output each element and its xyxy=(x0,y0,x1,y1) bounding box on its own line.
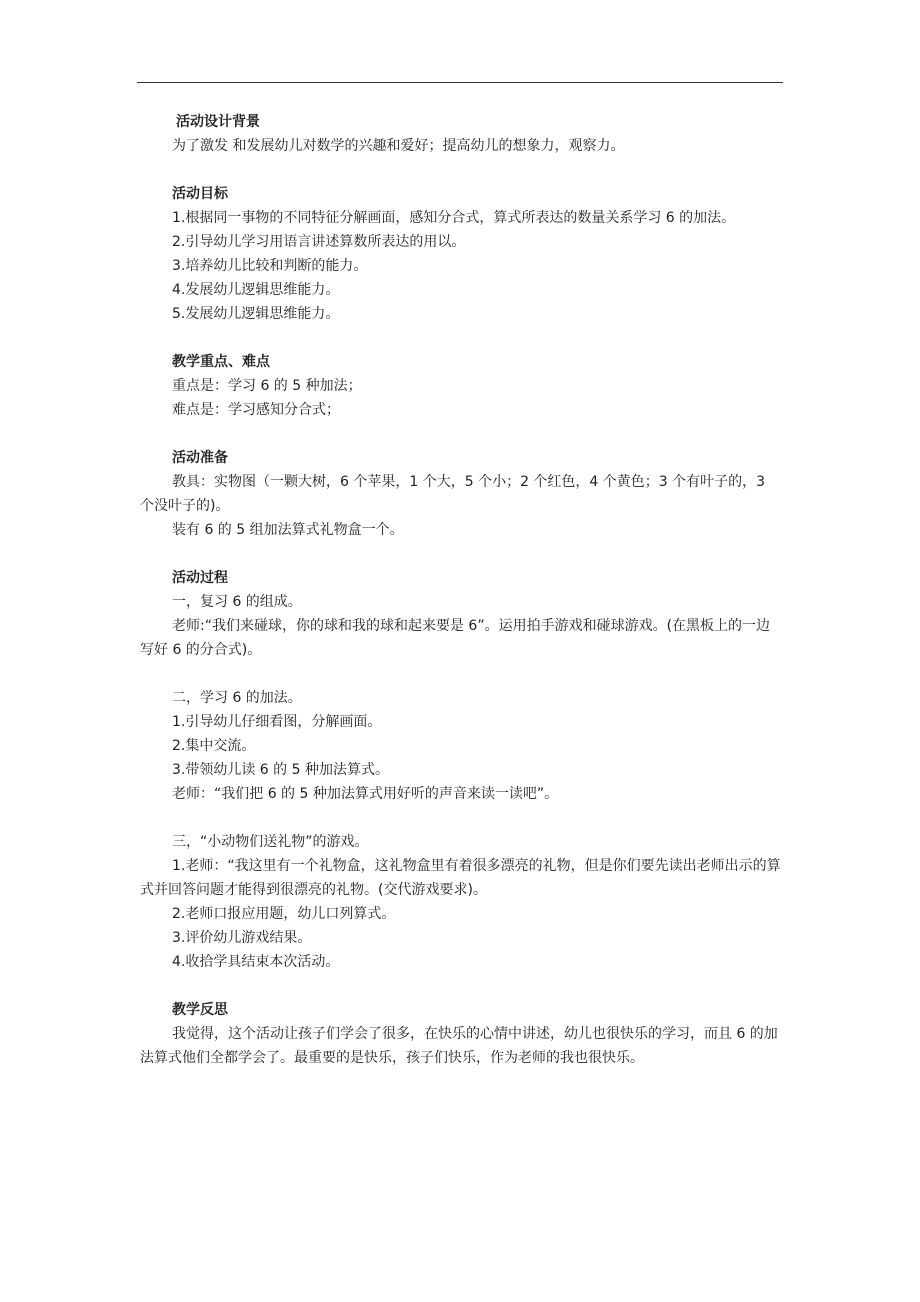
process-item: 4.收拾学具结束本次活动。 xyxy=(172,954,340,970)
section-preparation xyxy=(140,446,783,542)
process-item: 老师:“我们来碰球，你的球和我的球和起来要是 6”。运用拍手游戏和碰球游戏。(在黑板上的一边写好 6 的分合式)。 xyxy=(140,618,771,658)
process-item: 3.带领幼儿读 6 的 5 种加法算式。 xyxy=(172,762,389,778)
process-item: 一，复习 6 的组成。 xyxy=(172,594,302,610)
goal-item: 5.发展幼儿逻辑思维能力。 xyxy=(172,306,340,322)
section-gap xyxy=(140,542,783,566)
process-item: 二，学习 6 的加法。 xyxy=(172,690,302,706)
goal-item: 3.培养幼儿比较和判断的能力。 xyxy=(172,258,368,274)
section-reflection xyxy=(140,998,783,1070)
heading-reflection: 教学反思 xyxy=(172,1002,228,1018)
section-keypoints xyxy=(140,350,783,422)
background-text: 为了激发 和发展幼儿对数学的兴趣和爱好；提高幼儿的想象力，观察力。 xyxy=(172,138,625,154)
goal-item: 1.根据同一事物的不同特征分解画面，感知分合式，算式所表达的数量关系学习 6 的加法。 xyxy=(172,210,736,226)
goal-item: 4.发展幼儿逻辑思维能力。 xyxy=(172,282,340,298)
heading-goals: 活动目标 xyxy=(172,186,228,202)
document-body xyxy=(140,110,783,1070)
section-gap xyxy=(140,974,783,998)
process-item: 老师：“我们把 6 的 5 种加法算式用好听的声音来读一读吧”。 xyxy=(172,786,559,802)
goal-item: 2.引导幼儿学习用语言讲述算数所表达的用以。 xyxy=(172,234,466,250)
section-gap xyxy=(140,158,783,182)
section-process xyxy=(140,566,783,974)
header-rule xyxy=(137,82,783,83)
process-item: 2.老师口报应用题，幼儿口列算式。 xyxy=(172,906,396,922)
section-gap xyxy=(140,422,783,446)
heading-background: 活动设计背景 xyxy=(176,114,260,130)
process-item: 2.集中交流。 xyxy=(172,738,256,754)
heading-keypoints: 教学重点、难点 xyxy=(172,354,270,370)
section-gap xyxy=(140,662,783,686)
preparation-item: 装有 6 的 5 组加法算式礼物盒一个。 xyxy=(172,522,404,538)
section-goals xyxy=(140,182,783,326)
keypoint-item: 难点是：学习感知分合式； xyxy=(172,402,340,418)
reflection-text: 我觉得，这个活动让孩子们学会了很多，在快乐的心情中讲述，幼儿也很快乐的学习，而且 6 的加法算式他们全都学会了。最重要的是快乐，孩子们快乐，作为老师的我也很快乐。 xyxy=(140,1026,778,1066)
process-item: 1.老师：“我这里有一个礼物盒，这礼物盒里有着很多漂亮的礼物，但是你们要先读出老师出示的算式并回答问题才能得到很漂亮的礼物。(交代游戏要求)。 xyxy=(140,858,781,898)
process-item: 1.引导幼儿仔细看图，分解画面。 xyxy=(172,714,382,730)
process-item: 三，“小动物们送礼物”的游戏。 xyxy=(172,834,369,850)
heading-process: 活动过程 xyxy=(172,570,228,586)
section-background xyxy=(140,110,783,158)
section-gap xyxy=(140,806,783,830)
section-gap xyxy=(140,326,783,350)
keypoint-item: 重点是：学习 6 的 5 种加法； xyxy=(172,378,362,394)
heading-preparation: 活动准备 xyxy=(172,450,228,466)
process-item: 3.评价幼儿游戏结果。 xyxy=(172,930,312,946)
preparation-item: 教具：实物图（一颗大树，6 个苹果，1 个大，5 个小；2 个红色，4 个黄色；3 个有叶子的，3 个没叶子的)。 xyxy=(140,474,766,514)
